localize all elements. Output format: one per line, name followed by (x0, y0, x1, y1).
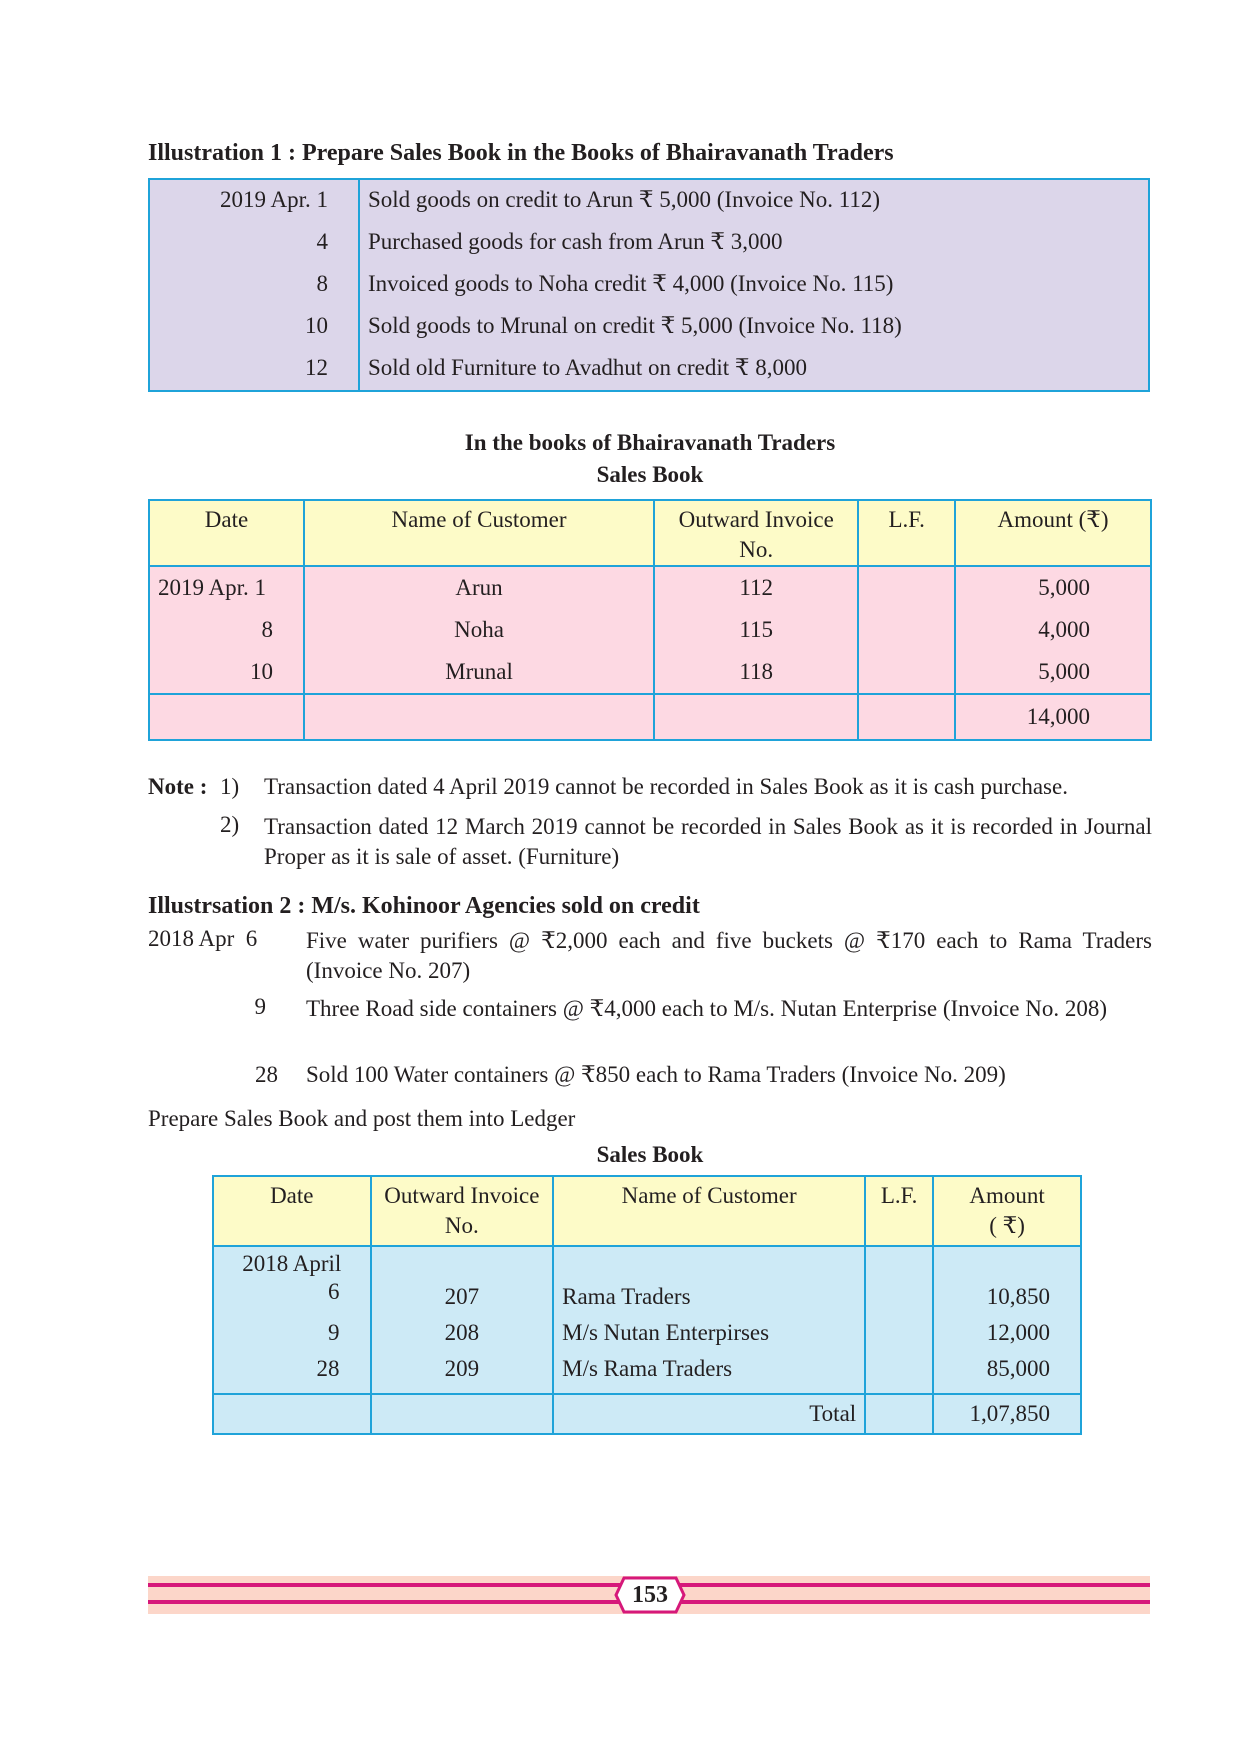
cell-total: 14,000 (955, 694, 1151, 740)
note-number: 2) (220, 812, 240, 837)
row-text: Sold goods on credit to Arun ₹ 5,000 (Invoice No. 112) (359, 179, 1149, 222)
cell-empty (149, 694, 304, 740)
page-number: 153 (632, 1582, 668, 1608)
note-text: Transaction dated 4 April 2019 cannot be recorded in Sales Book as it is cash purchase. (264, 774, 1068, 799)
row-text: Sold old Furniture to Avadhut on credit ₹ 8,000 (359, 348, 1149, 391)
header-invoice: Outward Invoice No. (371, 1176, 554, 1246)
cell-empty (865, 1394, 933, 1434)
cell-customer: M/s Rama Traders (553, 1351, 865, 1394)
cell-invoice: 207 (371, 1279, 554, 1315)
cell-empty (304, 694, 654, 740)
cell-lf (865, 1315, 933, 1351)
cell-customer: Mrunal (304, 651, 654, 694)
table-row (149, 179, 1149, 222)
cell-month: 2018 April (213, 1246, 371, 1279)
cell-amount: 5,000 (955, 651, 1151, 694)
header-lf: L.F. (858, 500, 955, 566)
table-row (213, 1351, 1081, 1394)
illustration1-heading: Illustration 1 : Prepare Sales Book in the Books of Bhairavanath Traders (148, 140, 894, 166)
cell-total-label: Total (553, 1394, 865, 1434)
entry-date: 9 (254, 994, 266, 1019)
header-lf: L.F. (865, 1176, 933, 1246)
cell-empty (553, 1246, 865, 1279)
cell-empty (865, 1246, 933, 1279)
table-row (213, 1246, 1081, 1279)
entry-date: 28 (255, 1062, 278, 1087)
cell-empty (654, 694, 858, 740)
cell-date: 9 (213, 1315, 371, 1351)
cell-amount: 4,000 (955, 609, 1151, 651)
table-row (149, 306, 1149, 348)
table-row (149, 566, 1151, 609)
cell-lf (865, 1279, 933, 1315)
cell-invoice: 118 (654, 651, 858, 694)
header-amount-label: Amount (969, 1183, 1045, 1208)
cell-invoice: 208 (371, 1315, 554, 1351)
cell-date: 8 (149, 609, 304, 651)
salesbook2-title: Sales Book (596, 1142, 704, 1167)
row-text: Invoiced goods to Noha credit ₹ 4,000 (Invoice No. 115) (359, 264, 1149, 306)
entry-text: Sold 100 Water containers @ ₹850 each to Rama Traders (Invoice No. 209) (306, 1062, 1006, 1087)
instruction: Prepare Sales Book and post them into Ledger (148, 1106, 576, 1131)
cell-invoice: 112 (654, 566, 858, 609)
cell-date: 10 (149, 651, 304, 694)
cell-date: 6 (213, 1279, 371, 1315)
row-text: Sold goods to Mrunal on credit ₹ 5,000 (Invoice No. 118) (359, 306, 1149, 348)
table-header-row (149, 500, 1151, 566)
illustration2-heading: Illustrsation 2 : M/s. Kohinoor Agencies sold on credit (148, 893, 700, 919)
entry-text: Five water purifiers @ ₹2,000 each and five buckets @ ₹170 each to Rama Traders (Invoice No. 207) (306, 928, 1152, 983)
cell-customer: M/s Nutan Enterpirses (553, 1315, 865, 1351)
cell-amount: 5,000 (955, 566, 1151, 609)
cell-lf (858, 651, 955, 694)
note-label: Note : (148, 774, 208, 799)
note-number: 1) (220, 774, 240, 799)
table-total-row (213, 1394, 1081, 1434)
cell-amount: 10,850 (933, 1279, 1081, 1315)
cell-empty (213, 1394, 371, 1434)
header-customer: Name of Customer (553, 1176, 865, 1246)
cell-empty (371, 1246, 554, 1279)
row-date: 8 (149, 264, 359, 306)
table-row (149, 348, 1149, 391)
cell-empty (933, 1246, 1081, 1279)
header-date: Date (213, 1176, 371, 1246)
cell-lf (865, 1351, 933, 1394)
header-date: Date (149, 500, 304, 566)
table-row (149, 264, 1149, 306)
row-date: 12 (149, 348, 359, 391)
cell-lf (858, 609, 955, 651)
notes (148, 774, 1152, 880)
table-total-row (149, 694, 1151, 740)
table-row (149, 609, 1151, 651)
entry-text: Three Road side containers @ ₹4,000 each to M/s. Nutan Enterprise (Invoice No. 208) (306, 996, 1107, 1021)
entry-date: 2018 Apr 6 (148, 926, 258, 951)
table-row (213, 1315, 1081, 1351)
cell-customer: Noha (304, 609, 654, 651)
cell-invoice: 115 (654, 609, 858, 651)
row-text: Purchased goods for cash from Arun ₹ 3,000 (359, 222, 1149, 264)
header-customer: Name of Customer (304, 500, 654, 566)
sales-book-1-table (148, 499, 1152, 741)
note-text: Transaction dated 12 March 2019 cannot be recorded in Sales Book as it is recorded in Journal Proper as it is sale of asset. (Furniture) (264, 814, 1152, 869)
cell-customer: Rama Traders (553, 1279, 865, 1315)
cell-customer: Arun (304, 566, 654, 609)
header-invoice: Outward Invoice No. (654, 500, 858, 566)
cell-amount: 85,000 (933, 1351, 1081, 1394)
illustration2-entries (148, 926, 1152, 1100)
row-date: 2019 Apr. 1 (149, 179, 359, 222)
cell-lf (858, 566, 955, 609)
cell-date: 2019 Apr. 1 (149, 566, 304, 609)
row-date: 10 (149, 306, 359, 348)
cell-date: 28 (213, 1351, 371, 1394)
salesbook1-title: In the books of Bhairavanath Traders (464, 430, 836, 455)
table-header-row (213, 1176, 1081, 1246)
transactions-table (148, 178, 1150, 392)
row-date: 4 (149, 222, 359, 264)
table-row (149, 651, 1151, 694)
header-amount-unit: ( ₹) (989, 1213, 1025, 1238)
page-number-badge (614, 1575, 686, 1615)
sales-book-2-table (212, 1175, 1082, 1435)
cell-total: 1,07,850 (933, 1394, 1081, 1434)
cell-empty (371, 1394, 554, 1434)
cell-empty (858, 694, 955, 740)
cell-invoice: 209 (371, 1351, 554, 1394)
salesbook1-subtitle: Sales Book (596, 462, 704, 487)
table-row (149, 222, 1149, 264)
header-amount: Amount (₹) (955, 500, 1151, 566)
table-row (213, 1279, 1081, 1315)
header-amount (933, 1176, 1081, 1246)
cell-amount: 12,000 (933, 1315, 1081, 1351)
